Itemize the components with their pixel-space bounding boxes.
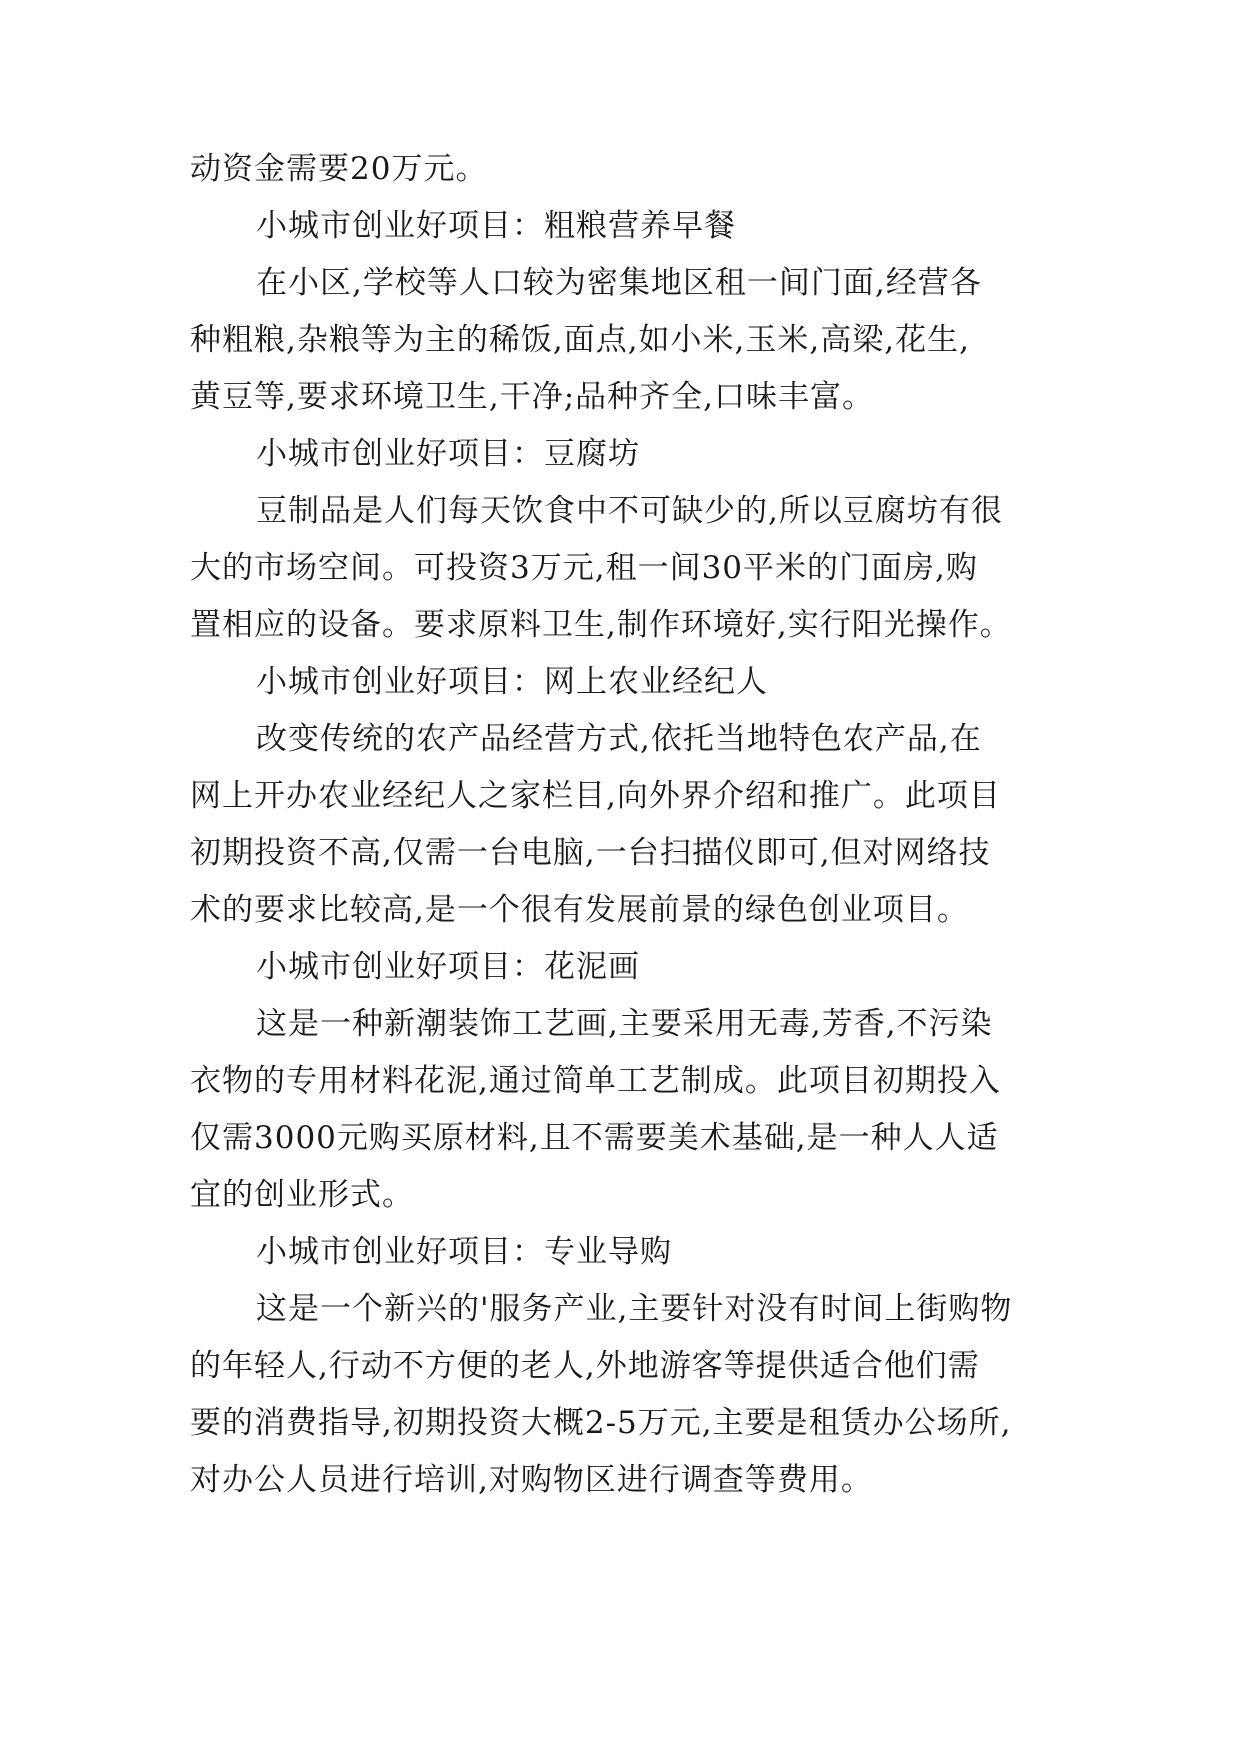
text-line: 这是一个新兴的'服务产业,主要针对没有时间上街购物 (256, 1291, 1013, 1327)
section-heading: 小城市创业好项目：豆腐坊 (256, 436, 640, 472)
text-line: 豆制品是人们每天饮食中不可缺少的,所以豆腐坊有很 (256, 493, 1003, 529)
text-line: 要的消费指导,初期投资大概2-5万元,主要是租赁办公场所, (190, 1405, 1012, 1441)
text-line: 对办公人员进行培训,对购物区进行调查等费用。 (190, 1462, 873, 1498)
text-line: 这是一种新潮装饰工艺画,主要采用无毒,芳香,不污染 (256, 1006, 993, 1042)
text-line: 在小区,学校等人口较为密集地区租一间门面,经营各 (256, 265, 982, 301)
text-line: 大的市场空间。可投资3万元,租一间30平米的门面房,购 (190, 550, 978, 586)
section-heading: 小城市创业好项目：专业导购 (256, 1234, 672, 1270)
text-line: 衣物的专用材料花泥,通过简单工艺制成。此项目初期投入 (190, 1063, 1001, 1099)
text-line: 网上开办农业经纪人之家栏目,向外界介绍和推广。此项目 (190, 778, 1001, 814)
text-line: 改变传统的农产品经营方式,依托当地特色农产品,在 (256, 721, 982, 757)
text-line: 的年轻人,行动不方便的老人,外地游客等提供适合他们需 (190, 1348, 980, 1384)
text-line: 术的要求比较高,是一个很有发展前景的绿色创业项目。 (190, 892, 969, 928)
text-line: 置相应的设备。要求原料卫生,制作环境好,实行阳光操作。 (190, 607, 1012, 643)
section-heading: 小城市创业好项目：花泥画 (256, 949, 640, 985)
text-line: 动资金需要20万元。 (190, 151, 488, 187)
text-line: 黄豆等,要求环境卫生,干净;品种齐全,口味丰富。 (190, 379, 875, 415)
section-heading: 小城市创业好项目：粗粮营养早餐 (256, 208, 736, 244)
text-line: 种粗粮,杂粮等为主的稀饭,面点,如小米,玉米,高梁,花生, (190, 322, 970, 358)
section-heading: 小城市创业好项目：网上农业经纪人 (256, 664, 768, 700)
text-line: 仅需3000元购买原材料,且不需要美术基础,是一种人人适 (190, 1120, 999, 1156)
text-line: 宜的创业形式。 (190, 1177, 414, 1213)
text-line: 初期投资不高,仅需一台电脑,一台扫描仪即可,但对网络技 (190, 835, 991, 871)
